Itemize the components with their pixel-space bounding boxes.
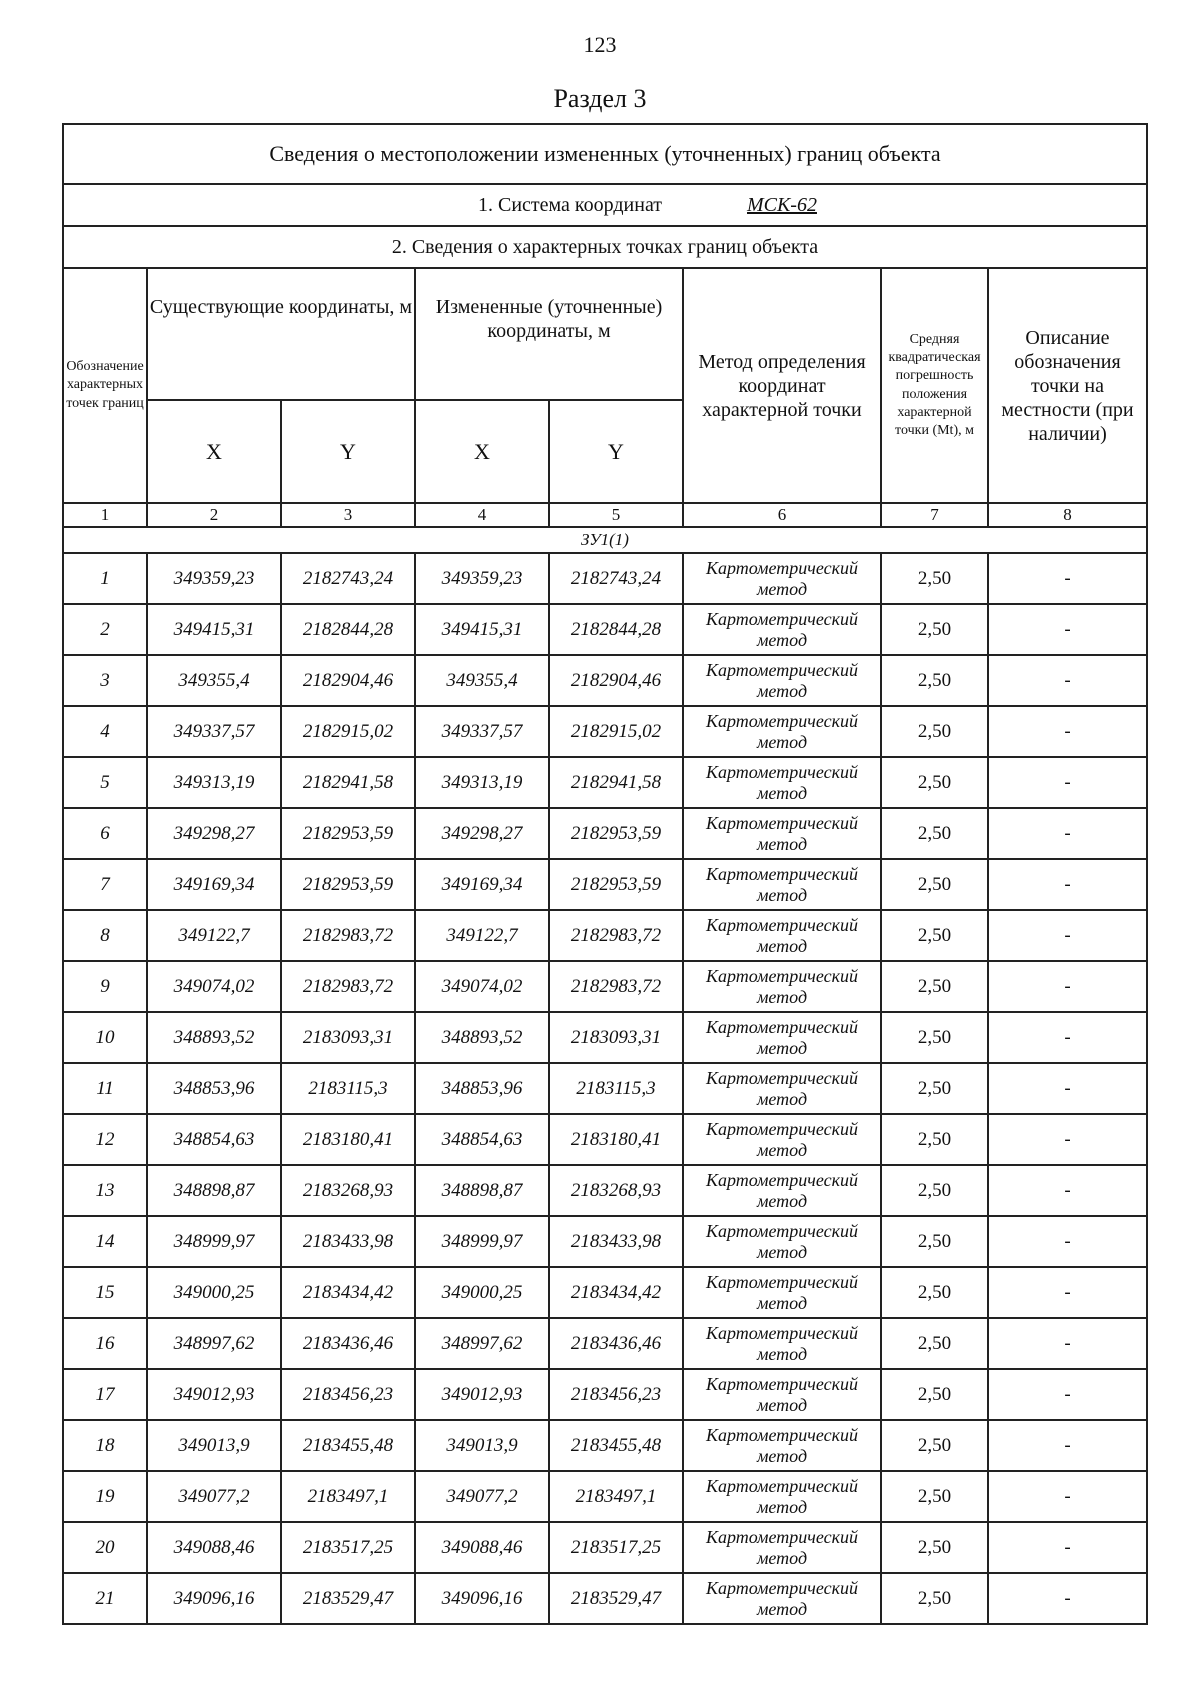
cell-existing-y: 2182743,24 <box>281 553 415 604</box>
cell-existing-y: 2182983,72 <box>281 910 415 961</box>
cell-changed-y: 2183436,46 <box>549 1318 683 1369</box>
cell-changed-y: 2183115,3 <box>549 1063 683 1114</box>
cell-existing-x: 349000,25 <box>147 1267 281 1318</box>
cell-accuracy: 2,50 <box>881 706 988 757</box>
cell-description: - <box>988 1063 1147 1114</box>
cell-description: - <box>988 1165 1147 1216</box>
cell-existing-x: 349088,46 <box>147 1522 281 1573</box>
cell-method: Картометрический метод <box>683 1471 881 1522</box>
cell-method: Картометрический метод <box>683 757 881 808</box>
header-changed-x: X <box>415 400 549 503</box>
header-existing-coords: Существующие координаты, м <box>147 268 415 400</box>
cell-point-id: 17 <box>63 1369 147 1420</box>
cell-description: - <box>988 1267 1147 1318</box>
cell-point-id: 9 <box>63 961 147 1012</box>
cell-accuracy: 2,50 <box>881 1012 988 1063</box>
cell-existing-x: 349012,93 <box>147 1369 281 1420</box>
cell-method: Картометрический метод <box>683 1369 881 1420</box>
cell-existing-x: 348999,97 <box>147 1216 281 1267</box>
cell-point-id: 10 <box>63 1012 147 1063</box>
cell-existing-y: 2182844,28 <box>281 604 415 655</box>
cell-changed-y: 2182983,72 <box>549 910 683 961</box>
cell-accuracy: 2,50 <box>881 808 988 859</box>
cell-changed-x: 349088,46 <box>415 1522 549 1573</box>
cell-method: Картометрический метод <box>683 910 881 961</box>
cell-changed-y: 2182941,58 <box>549 757 683 808</box>
cell-changed-x: 349359,23 <box>415 553 549 604</box>
header-point-designation: Обозначение характерных точек границ <box>63 268 147 503</box>
cell-method: Картометрический метод <box>683 1420 881 1471</box>
table-row <box>63 1165 1147 1216</box>
cell-existing-y: 2182904,46 <box>281 655 415 706</box>
cell-method: Картометрический метод <box>683 961 881 1012</box>
cell-method: Картометрический метод <box>683 1318 881 1369</box>
cell-point-id: 19 <box>63 1471 147 1522</box>
header-existing-y: Y <box>281 400 415 503</box>
cell-existing-y: 2182953,59 <box>281 808 415 859</box>
cell-description: - <box>988 1216 1147 1267</box>
cell-description: - <box>988 808 1147 859</box>
table-row <box>63 1114 1147 1165</box>
table-row <box>63 1012 1147 1063</box>
cell-changed-y: 2182904,46 <box>549 655 683 706</box>
cell-existing-y: 2183434,42 <box>281 1267 415 1318</box>
table-row <box>63 553 1147 604</box>
table-row <box>63 1420 1147 1471</box>
table-row <box>63 1471 1147 1522</box>
coord-system-value: МСК-62 <box>747 193 817 216</box>
cell-point-id: 16 <box>63 1318 147 1369</box>
column-number: 2 <box>147 503 281 527</box>
cell-point-id: 21 <box>63 1573 147 1624</box>
table-row <box>63 706 1147 757</box>
cell-changed-y: 2183517,25 <box>549 1522 683 1573</box>
cell-description: - <box>988 1318 1147 1369</box>
cell-accuracy: 2,50 <box>881 757 988 808</box>
coord-system-row <box>63 184 1147 226</box>
cell-existing-y: 2182983,72 <box>281 961 415 1012</box>
cell-existing-y: 2183497,1 <box>281 1471 415 1522</box>
cell-existing-x: 349415,31 <box>147 604 281 655</box>
header-method: Метод определения координат характерной точки <box>683 268 881 503</box>
cell-changed-y: 2182844,28 <box>549 604 683 655</box>
boundary-points-table <box>62 123 1148 1625</box>
cell-point-id: 18 <box>63 1420 147 1471</box>
cell-accuracy: 2,50 <box>881 1063 988 1114</box>
cell-existing-y: 2183455,48 <box>281 1420 415 1471</box>
cell-changed-x: 348999,97 <box>415 1216 549 1267</box>
cell-accuracy: 2,50 <box>881 604 988 655</box>
table-row <box>63 961 1147 1012</box>
cell-existing-y: 2182941,58 <box>281 757 415 808</box>
cell-changed-x: 349074,02 <box>415 961 549 1012</box>
cell-existing-y: 2183180,41 <box>281 1114 415 1165</box>
cell-changed-x: 349313,19 <box>415 757 549 808</box>
cell-changed-y: 2183529,47 <box>549 1573 683 1624</box>
header-accuracy: Средняя квадратическая погрешность положения характерной точки (Mt), м <box>881 268 988 503</box>
table-row <box>63 757 1147 808</box>
points-info: 2. Сведения о характерных точках границ объекта <box>63 226 1147 268</box>
cell-changed-y: 2182915,02 <box>549 706 683 757</box>
cell-description: - <box>988 706 1147 757</box>
table-row <box>63 808 1147 859</box>
cell-accuracy: 2,50 <box>881 859 988 910</box>
cell-existing-x: 349096,16 <box>147 1573 281 1624</box>
table-row <box>63 1573 1147 1624</box>
cell-existing-y: 2183268,93 <box>281 1165 415 1216</box>
cell-changed-x: 349355,4 <box>415 655 549 706</box>
cell-accuracy: 2,50 <box>881 1114 988 1165</box>
cell-method: Картометрический метод <box>683 1522 881 1573</box>
table-row <box>63 1216 1147 1267</box>
cell-point-id: 13 <box>63 1165 147 1216</box>
cell-changed-x: 348853,96 <box>415 1063 549 1114</box>
cell-changed-x: 348893,52 <box>415 1012 549 1063</box>
cell-description: - <box>988 910 1147 961</box>
cell-method: Картометрический метод <box>683 553 881 604</box>
cell-existing-x: 349355,4 <box>147 655 281 706</box>
header-changed-coords: Измененные (уточненные) координаты, м <box>415 268 683 400</box>
cell-method: Картометрический метод <box>683 1267 881 1318</box>
cell-accuracy: 2,50 <box>881 961 988 1012</box>
cell-description: - <box>988 1114 1147 1165</box>
cell-method: Картометрический метод <box>683 808 881 859</box>
cell-description: - <box>988 655 1147 706</box>
cell-description: - <box>988 1573 1147 1624</box>
header-changed-y: Y <box>549 400 683 503</box>
cell-accuracy: 2,50 <box>881 1369 988 1420</box>
table-row <box>63 1063 1147 1114</box>
cell-existing-x: 349313,19 <box>147 757 281 808</box>
cell-point-id: 20 <box>63 1522 147 1573</box>
cell-changed-y: 2182983,72 <box>549 961 683 1012</box>
cell-changed-y: 2183434,42 <box>549 1267 683 1318</box>
table-row <box>63 604 1147 655</box>
cell-changed-x: 348898,87 <box>415 1165 549 1216</box>
cell-description: - <box>988 859 1147 910</box>
page-number: 123 <box>583 32 617 57</box>
table-row <box>63 859 1147 910</box>
cell-existing-y: 2183517,25 <box>281 1522 415 1573</box>
cell-method: Картометрический метод <box>683 1216 881 1267</box>
cell-method: Картометрический метод <box>683 655 881 706</box>
cell-accuracy: 2,50 <box>881 1318 988 1369</box>
cell-existing-y: 2183456,23 <box>281 1369 415 1420</box>
table-row <box>63 910 1147 961</box>
cell-accuracy: 2,50 <box>881 1573 988 1624</box>
table-row <box>63 1522 1147 1573</box>
cell-description: - <box>988 1522 1147 1573</box>
header-existing-x: X <box>147 400 281 503</box>
cell-point-id: 2 <box>63 604 147 655</box>
cell-changed-y: 2183497,1 <box>549 1471 683 1522</box>
cell-existing-y: 2183433,98 <box>281 1216 415 1267</box>
cell-description: - <box>988 1369 1147 1420</box>
cell-changed-y: 2182953,59 <box>549 859 683 910</box>
cell-point-id: 6 <box>63 808 147 859</box>
cell-description: - <box>988 604 1147 655</box>
cell-method: Картометрический метод <box>683 706 881 757</box>
cell-changed-y: 2183456,23 <box>549 1369 683 1420</box>
cell-changed-x: 349415,31 <box>415 604 549 655</box>
cell-existing-y: 2182915,02 <box>281 706 415 757</box>
cell-method: Картометрический метод <box>683 859 881 910</box>
cell-method: Картометрический метод <box>683 1165 881 1216</box>
cell-description: - <box>988 553 1147 604</box>
cell-method: Картометрический метод <box>683 1012 881 1063</box>
column-number: 5 <box>549 503 683 527</box>
cell-method: Картометрический метод <box>683 1573 881 1624</box>
cell-existing-x: 348893,52 <box>147 1012 281 1063</box>
cell-accuracy: 2,50 <box>881 1165 988 1216</box>
cell-changed-x: 349000,25 <box>415 1267 549 1318</box>
column-number: 6 <box>683 503 881 527</box>
cell-existing-y: 2183115,3 <box>281 1063 415 1114</box>
cell-changed-x: 349337,57 <box>415 706 549 757</box>
table-title: Сведения о местоположении измененных (уточненных) границ объекта <box>63 124 1147 184</box>
column-number: 7 <box>881 503 988 527</box>
cell-changed-x: 349169,34 <box>415 859 549 910</box>
cell-existing-x: 348997,62 <box>147 1318 281 1369</box>
cell-method: Картометрический метод <box>683 1063 881 1114</box>
cell-point-id: 11 <box>63 1063 147 1114</box>
cell-method: Картометрический метод <box>683 1114 881 1165</box>
cell-existing-x: 349013,9 <box>147 1420 281 1471</box>
column-number-row <box>63 503 1147 527</box>
header-description: Описание обозначения точки на местности (при наличии) <box>988 268 1147 503</box>
cell-changed-x: 348854,63 <box>415 1114 549 1165</box>
cell-changed-x: 349013,9 <box>415 1420 549 1471</box>
cell-changed-x: 349096,16 <box>415 1573 549 1624</box>
table-row <box>63 1267 1147 1318</box>
table-row <box>63 655 1147 706</box>
cell-accuracy: 2,50 <box>881 1471 988 1522</box>
cell-description: - <box>988 1420 1147 1471</box>
cell-changed-y: 2183093,31 <box>549 1012 683 1063</box>
cell-changed-x: 349298,27 <box>415 808 549 859</box>
column-number: 1 <box>63 503 147 527</box>
cell-existing-y: 2182953,59 <box>281 859 415 910</box>
cell-point-id: 15 <box>63 1267 147 1318</box>
cell-point-id: 7 <box>63 859 147 910</box>
cell-point-id: 5 <box>63 757 147 808</box>
cell-accuracy: 2,50 <box>881 910 988 961</box>
cell-changed-y: 2182743,24 <box>549 553 683 604</box>
cell-existing-x: 349359,23 <box>147 553 281 604</box>
cell-existing-y: 2183436,46 <box>281 1318 415 1369</box>
cell-description: - <box>988 1471 1147 1522</box>
cell-point-id: 4 <box>63 706 147 757</box>
cell-changed-y: 2183180,41 <box>549 1114 683 1165</box>
cell-changed-y: 2183455,48 <box>549 1420 683 1471</box>
cell-changed-x: 349122,7 <box>415 910 549 961</box>
cell-accuracy: 2,50 <box>881 1267 988 1318</box>
cell-existing-x: 349169,34 <box>147 859 281 910</box>
cell-point-id: 8 <box>63 910 147 961</box>
cell-method: Картометрический метод <box>683 604 881 655</box>
cell-existing-x: 348853,96 <box>147 1063 281 1114</box>
parcel-subheader: ЗУ1(1) <box>63 527 1147 553</box>
cell-existing-x: 348854,63 <box>147 1114 281 1165</box>
section-title: Раздел 3 <box>553 84 647 113</box>
cell-changed-y: 2183268,93 <box>549 1165 683 1216</box>
table-row <box>63 1318 1147 1369</box>
cell-changed-x: 349077,2 <box>415 1471 549 1522</box>
cell-existing-x: 349337,57 <box>147 706 281 757</box>
cell-description: - <box>988 757 1147 808</box>
column-number: 3 <box>281 503 415 527</box>
cell-description: - <box>988 1012 1147 1063</box>
cell-changed-x: 348997,62 <box>415 1318 549 1369</box>
coord-system-label: 1. Система координат <box>477 193 663 216</box>
cell-accuracy: 2,50 <box>881 1522 988 1573</box>
cell-existing-x: 349077,2 <box>147 1471 281 1522</box>
cell-point-id: 1 <box>63 553 147 604</box>
cell-existing-x: 349074,02 <box>147 961 281 1012</box>
cell-changed-x: 349012,93 <box>415 1369 549 1420</box>
cell-point-id: 3 <box>63 655 147 706</box>
cell-description: - <box>988 961 1147 1012</box>
cell-accuracy: 2,50 <box>881 553 988 604</box>
cell-point-id: 12 <box>63 1114 147 1165</box>
cell-existing-x: 349122,7 <box>147 910 281 961</box>
cell-existing-x: 348898,87 <box>147 1165 281 1216</box>
table-row <box>63 1369 1147 1420</box>
cell-accuracy: 2,50 <box>881 655 988 706</box>
cell-changed-y: 2183433,98 <box>549 1216 683 1267</box>
cell-changed-y: 2182953,59 <box>549 808 683 859</box>
cell-accuracy: 2,50 <box>881 1420 988 1471</box>
cell-existing-x: 349298,27 <box>147 808 281 859</box>
column-number: 8 <box>988 503 1147 527</box>
cell-accuracy: 2,50 <box>881 1216 988 1267</box>
column-number: 4 <box>415 503 549 527</box>
cell-point-id: 14 <box>63 1216 147 1267</box>
cell-existing-y: 2183093,31 <box>281 1012 415 1063</box>
cell-existing-y: 2183529,47 <box>281 1573 415 1624</box>
